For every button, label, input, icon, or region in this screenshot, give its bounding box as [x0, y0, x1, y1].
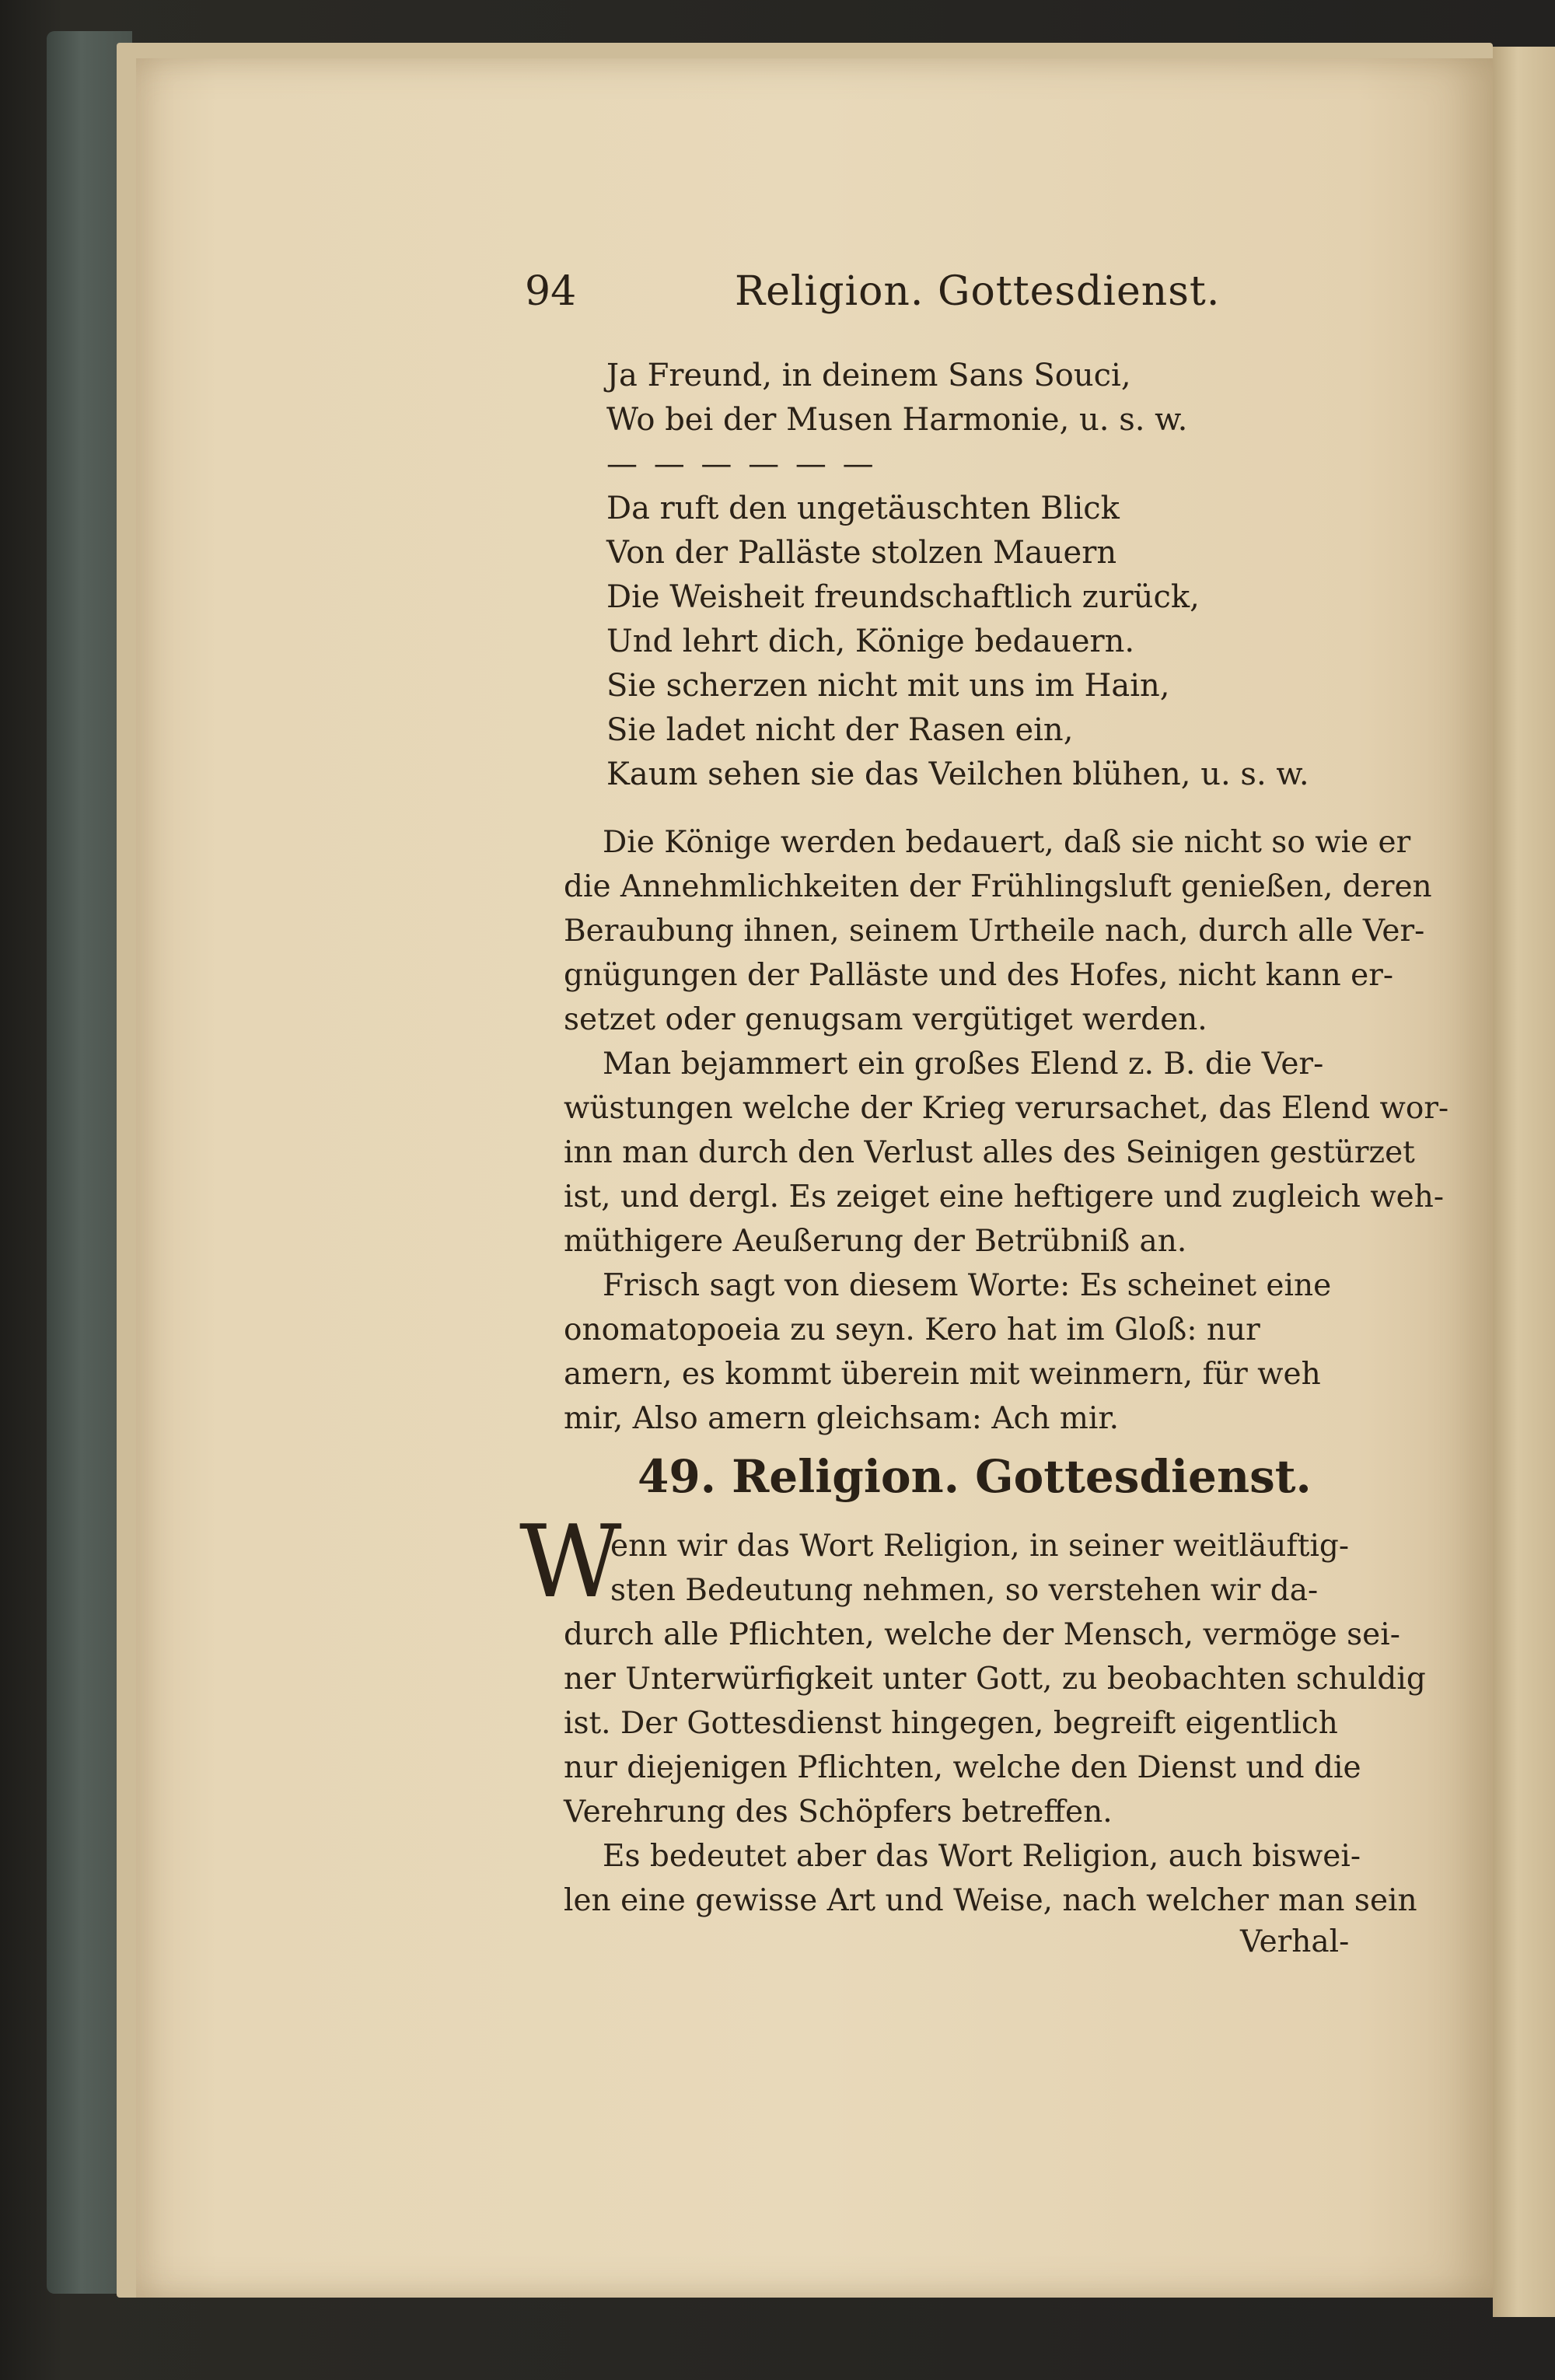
text-line: Frisch sagt von diesem Worte: Es scheinet eine	[603, 1268, 1332, 1303]
facing-page-edge	[1493, 47, 1555, 2317]
text-line: nur diejenigen Pflichten, welche den Dienst und die	[564, 1750, 1361, 1785]
text-line: sten Bedeutung nehmen, so verstehen wir da-	[610, 1573, 1319, 1608]
text-line: Verehrung des Schöpfers betreffen.	[564, 1795, 1113, 1830]
page-number: 94	[525, 268, 577, 315]
text-line: gnügungen der Palläste und des Hofes, nicht kann er-	[564, 958, 1394, 993]
text-line: Beraubung ihnen, seinem Urtheile nach, durch alle Ver-	[564, 914, 1425, 949]
text-line: amern, es kommt überein mit weinmern, für weh	[564, 1357, 1321, 1392]
text-line: Die Könige werden bedauert, daß sie nicht so wie er	[603, 825, 1411, 860]
text-line: wüstungen welche der Krieg verursachet, das Elend wor-	[564, 1091, 1449, 1126]
text-line: ist, und dergl. Es zeiget eine heftigere und zugleich weh-	[564, 1180, 1445, 1214]
drop-cap: W	[519, 1505, 622, 1620]
poem-line: Sie ladet nicht der Rasen ein,	[606, 712, 1074, 748]
poem-line: Wo bei der Musen Harmonie, u. s. w.	[606, 402, 1188, 438]
section-heading: 49. Religion. Gottesdienst.	[638, 1450, 1312, 1503]
text-line: setzet oder genugsam vergütiget werden.	[564, 1002, 1207, 1037]
poem-line: Und lehrt dich, Könige bedauern.	[606, 624, 1135, 659]
page-header	[525, 268, 1225, 330]
text-line: len eine gewisse Art und Weise, nach welcher man sein	[564, 1883, 1417, 1918]
text-line: ner Unterwürfigkeit unter Gott, zu beobachten schuldig	[564, 1662, 1426, 1697]
text-line: inn man durch den Verlust alles des Seinigen gestürzet	[564, 1135, 1415, 1170]
text-line: müthigere Aeußerung der Betrübniß an.	[564, 1224, 1187, 1259]
section-body	[564, 1613, 1426, 1923]
text-line: onomatopoeia zu seyn. Kero hat im Gloß: nur	[564, 1312, 1260, 1347]
poem-line: Ja Freund, in deinem Sans Souci,	[606, 358, 1131, 393]
poem-line: Sie scherzen nicht mit uns im Hain,	[606, 668, 1170, 704]
poem-line: Da ruft den ungetäuschten Blick	[606, 491, 1120, 526]
text-line: enn wir das Wort Religion, in seiner weitläuftig-	[610, 1529, 1350, 1564]
text-line: mir, Also amern gleichsam: Ach mir.	[564, 1401, 1120, 1436]
text-line: Es bedeutet aber das Wort Religion, auch biswei-	[603, 1839, 1361, 1874]
catchword: Verhal-	[1240, 1924, 1350, 1959]
poem-ellipsis-dashes: — — — — — —	[606, 446, 877, 482]
text-line: ist. Der Gottesdienst hingegen, begreift eigentlich	[564, 1706, 1338, 1741]
running-head: Religion. Gottesdienst.	[735, 268, 1221, 315]
section-opening-lines	[610, 1524, 1380, 1613]
text-line: Man bejammert ein großes Elend z. B. die Ver-	[603, 1047, 1324, 1082]
poem-quotation	[606, 354, 1384, 797]
text-line: die Annehmlichkeiten der Frühlingsluft genießen, deren	[564, 869, 1432, 904]
poem-line: Von der Palläste stolzen Mauern	[606, 535, 1117, 571]
text-line: durch alle Pflichten, welche der Mensch, vermöge sei-	[564, 1617, 1400, 1652]
poem-line: Kaum sehen sie das Veilchen blühen, u. s. w.	[606, 757, 1309, 792]
prose-commentary	[564, 820, 1449, 1441]
poem-line: Die Weisheit freundschaftlich zurück,	[606, 579, 1200, 615]
